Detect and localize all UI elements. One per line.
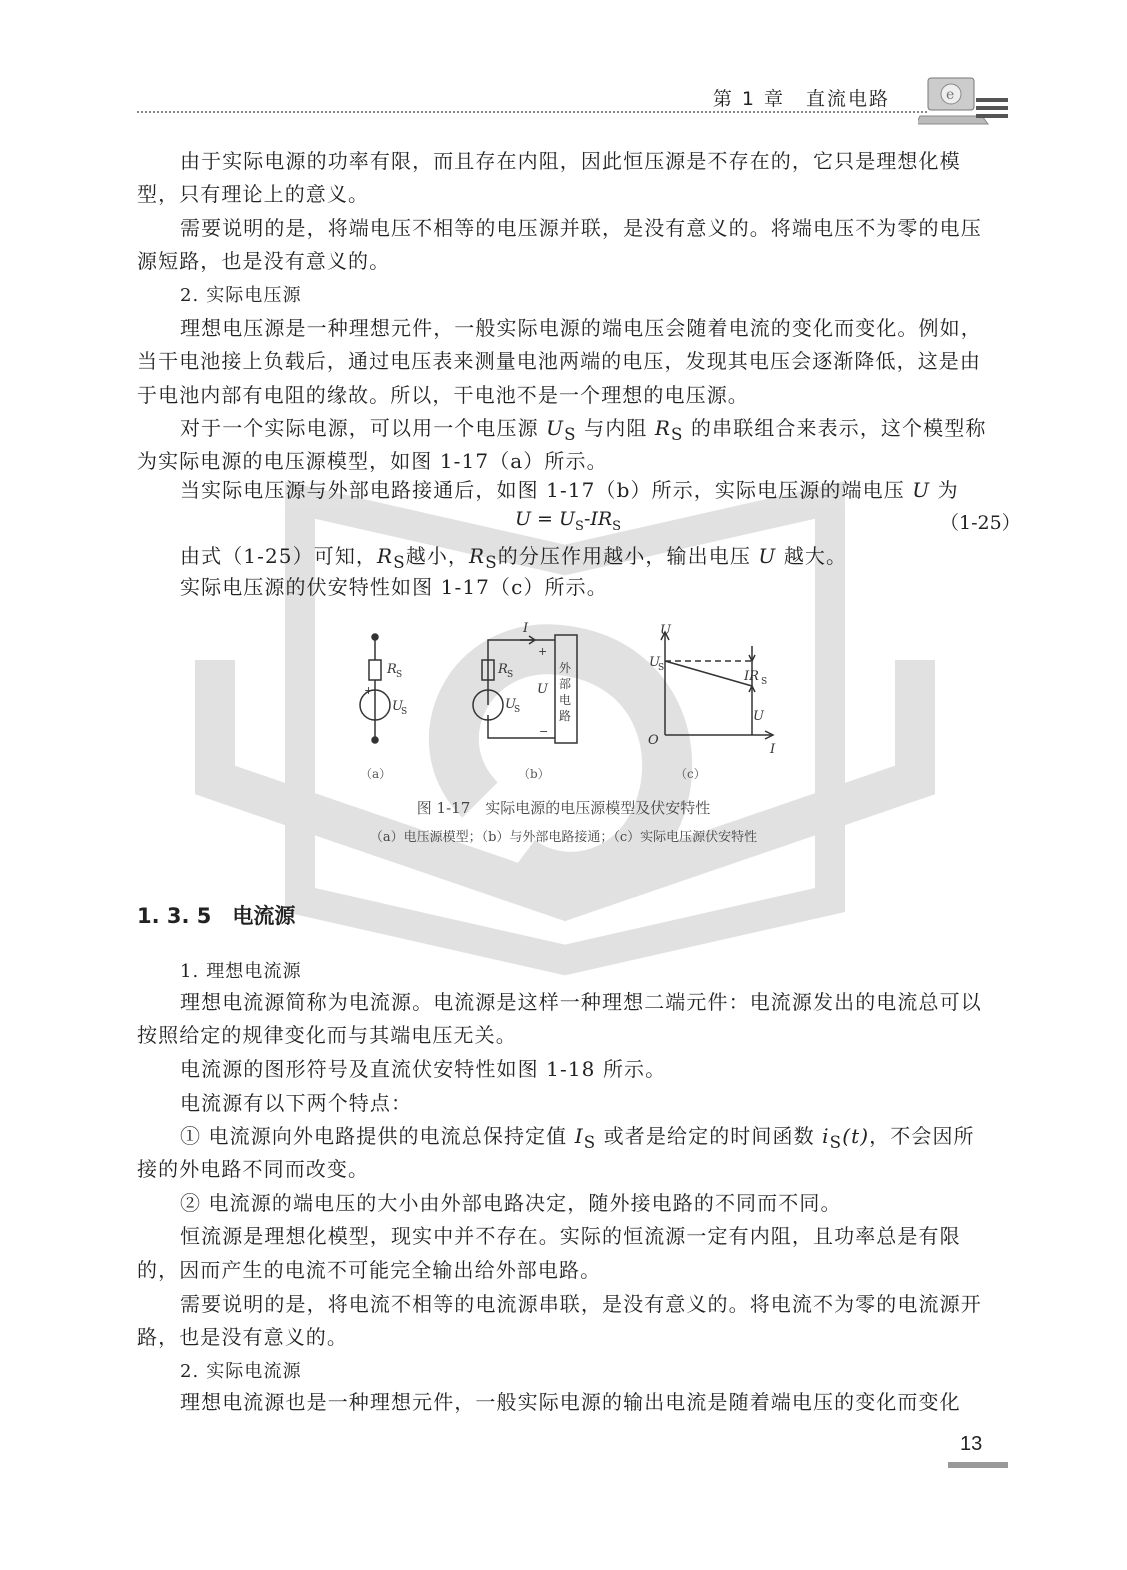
paragraph-line: 按照给定的规律变化而与其端电压无关。 [137, 1023, 517, 1047]
svg-text:S: S [507, 670, 514, 680]
equation: $U = U_S-IR_S$ [515, 508, 622, 534]
subheading: 2. 实际电流源 [180, 1361, 302, 1382]
paragraph-line: 需要说明的是，将端电压不相等的电压源并联，是没有意义的。将端电压不为零的电压 [180, 216, 982, 240]
svg-text:S: S [658, 663, 665, 673]
svg-text:电: 电 [559, 693, 572, 707]
svg-text:S: S [514, 705, 521, 715]
svg-text:R: R [387, 662, 397, 677]
paragraph-line: 对于一个实际电源，可以用一个电压源 $U_S$ 与内阻 $R_S$ 的串联组合来表示，这个模型称 [180, 416, 987, 444]
paragraph-line: 电流源的图形符号及直流伏安特性如图 1-18 所示。 [180, 1057, 667, 1081]
paragraph-line: 源短路，也是没有意义的。 [137, 249, 391, 273]
svg-text:e: e [946, 87, 955, 103]
paragraph-line: 理想电流源简称为电流源。电流源是这样一种理想二端元件：电流源发出的电流总可以 [180, 990, 982, 1014]
header-divider [137, 111, 927, 113]
svg-text:O: O [648, 733, 659, 748]
svg-text:R: R [498, 662, 508, 677]
svg-text:（b）: （b） [518, 767, 550, 781]
paragraph-line: 当实际电压源与外部电路接通后，如图 1-17（b）所示，实际电压源的端电压 U 为 [180, 478, 959, 502]
voltage-source-model [360, 634, 407, 743]
paragraph-line: 理想电压源是一种理想元件，一般实际电源的端电压会随着电流的变化而变化。例如， [180, 316, 982, 340]
page-number: 13 [960, 1433, 983, 1455]
section-heading: 1. 3. 5 电流源 [137, 904, 296, 928]
subheading: 1. 理想电流源 [180, 961, 302, 982]
svg-text:路: 路 [559, 709, 572, 723]
svg-text:I: I [770, 742, 776, 757]
source-with-external-circuit [473, 621, 577, 743]
svg-text:U: U [505, 697, 516, 712]
iv-characteristic-plot [648, 623, 776, 757]
paragraph-line: 的，因而产生的电流不可能完全输出给外部电路。 [137, 1258, 602, 1282]
svg-text:IR: IR [744, 669, 759, 684]
paragraph-line: 路，也是没有意义的。 [137, 1325, 348, 1349]
page-number-bar [948, 1462, 1008, 1468]
svg-text:U: U [649, 655, 660, 670]
paragraph-line: 理想电流源也是一种理想元件，一般实际电源的输出电流是随着端电压的变化而变化 [180, 1390, 961, 1414]
svg-text:I: I [523, 621, 529, 636]
paragraph-line: 于电池内部有电阻的缘故。所以，干电池不是一个理想的电压源。 [137, 383, 749, 407]
paragraph-line: 型，只有理论上的意义。 [137, 182, 370, 206]
equation-number: （1-25） [940, 512, 1021, 534]
svg-text:U: U [392, 699, 403, 714]
paragraph-line: 为实际电源的电压源模型，如图 1-17（a）所示。 [137, 449, 608, 473]
laptop-icon [918, 70, 1008, 130]
paragraph-line: 电流源有以下两个特点： [180, 1091, 413, 1115]
figure-subcaption: （a）电压源模型；（b）与外部电路接通；（c）实际电压源伏安特性 [369, 830, 758, 845]
paragraph-line: 接的外电路不同而改变。 [137, 1157, 370, 1181]
svg-text:S: S [761, 677, 768, 687]
svg-text:U: U [537, 682, 548, 697]
paragraph-line: ② 电流源的端电压的大小由外部电路决定，随外接电路的不同而不同。 [180, 1191, 842, 1215]
svg-text:−: − [539, 725, 549, 738]
svg-text:+: + [538, 645, 548, 658]
figure-caption: 图 1-17 实际电源的电压源模型及伏安特性 [416, 799, 711, 817]
paragraph-line: 由于实际电源的功率有限，而且存在内阻，因此恒压源是不存在的，它只是理想化模 [180, 149, 961, 173]
svg-text:S: S [401, 707, 408, 717]
svg-text:（a）: （a） [360, 767, 392, 781]
svg-text:+: + [364, 684, 374, 697]
chapter-header: 第 1 章 直流电路 [712, 88, 890, 110]
subheading: 2. 实际电压源 [180, 285, 302, 306]
svg-text:S: S [396, 670, 403, 680]
paragraph-line: 需要说明的是，将电流不相等的电流源串联，是没有意义的。将电流不为零的电流源开 [180, 1292, 982, 1316]
paragraph-line: 恒流源是理想化模型，现实中并不存在。实际的恒流源一定有内阻，且功率总是有限 [180, 1224, 961, 1248]
svg-text:外: 外 [559, 661, 572, 675]
paragraph-line: 实际电压源的伏安特性如图 1-17（c）所示。 [180, 575, 608, 599]
paragraph-line: 当干电池接上负载后，通过电压表来测量电池两端的电压，发现其电压会逐渐降低，这是由 [137, 349, 981, 373]
figure-1-17 [340, 610, 800, 790]
svg-text:（c）: （c） [675, 767, 706, 781]
svg-text:U: U [753, 709, 764, 724]
svg-text:U: U [660, 623, 671, 638]
paragraph-line: ① 电流源向外电路提供的电流总保持定值 $I_S$ 或者是给定的时间函数 $i_S(t)$，不会因所 [180, 1124, 975, 1152]
svg-text:部: 部 [559, 677, 572, 691]
paragraph-line: 由式（1-25）可知，$R_S$越小，$R_S$的分压作用越小，输出电压 U 越大。 [180, 544, 848, 572]
